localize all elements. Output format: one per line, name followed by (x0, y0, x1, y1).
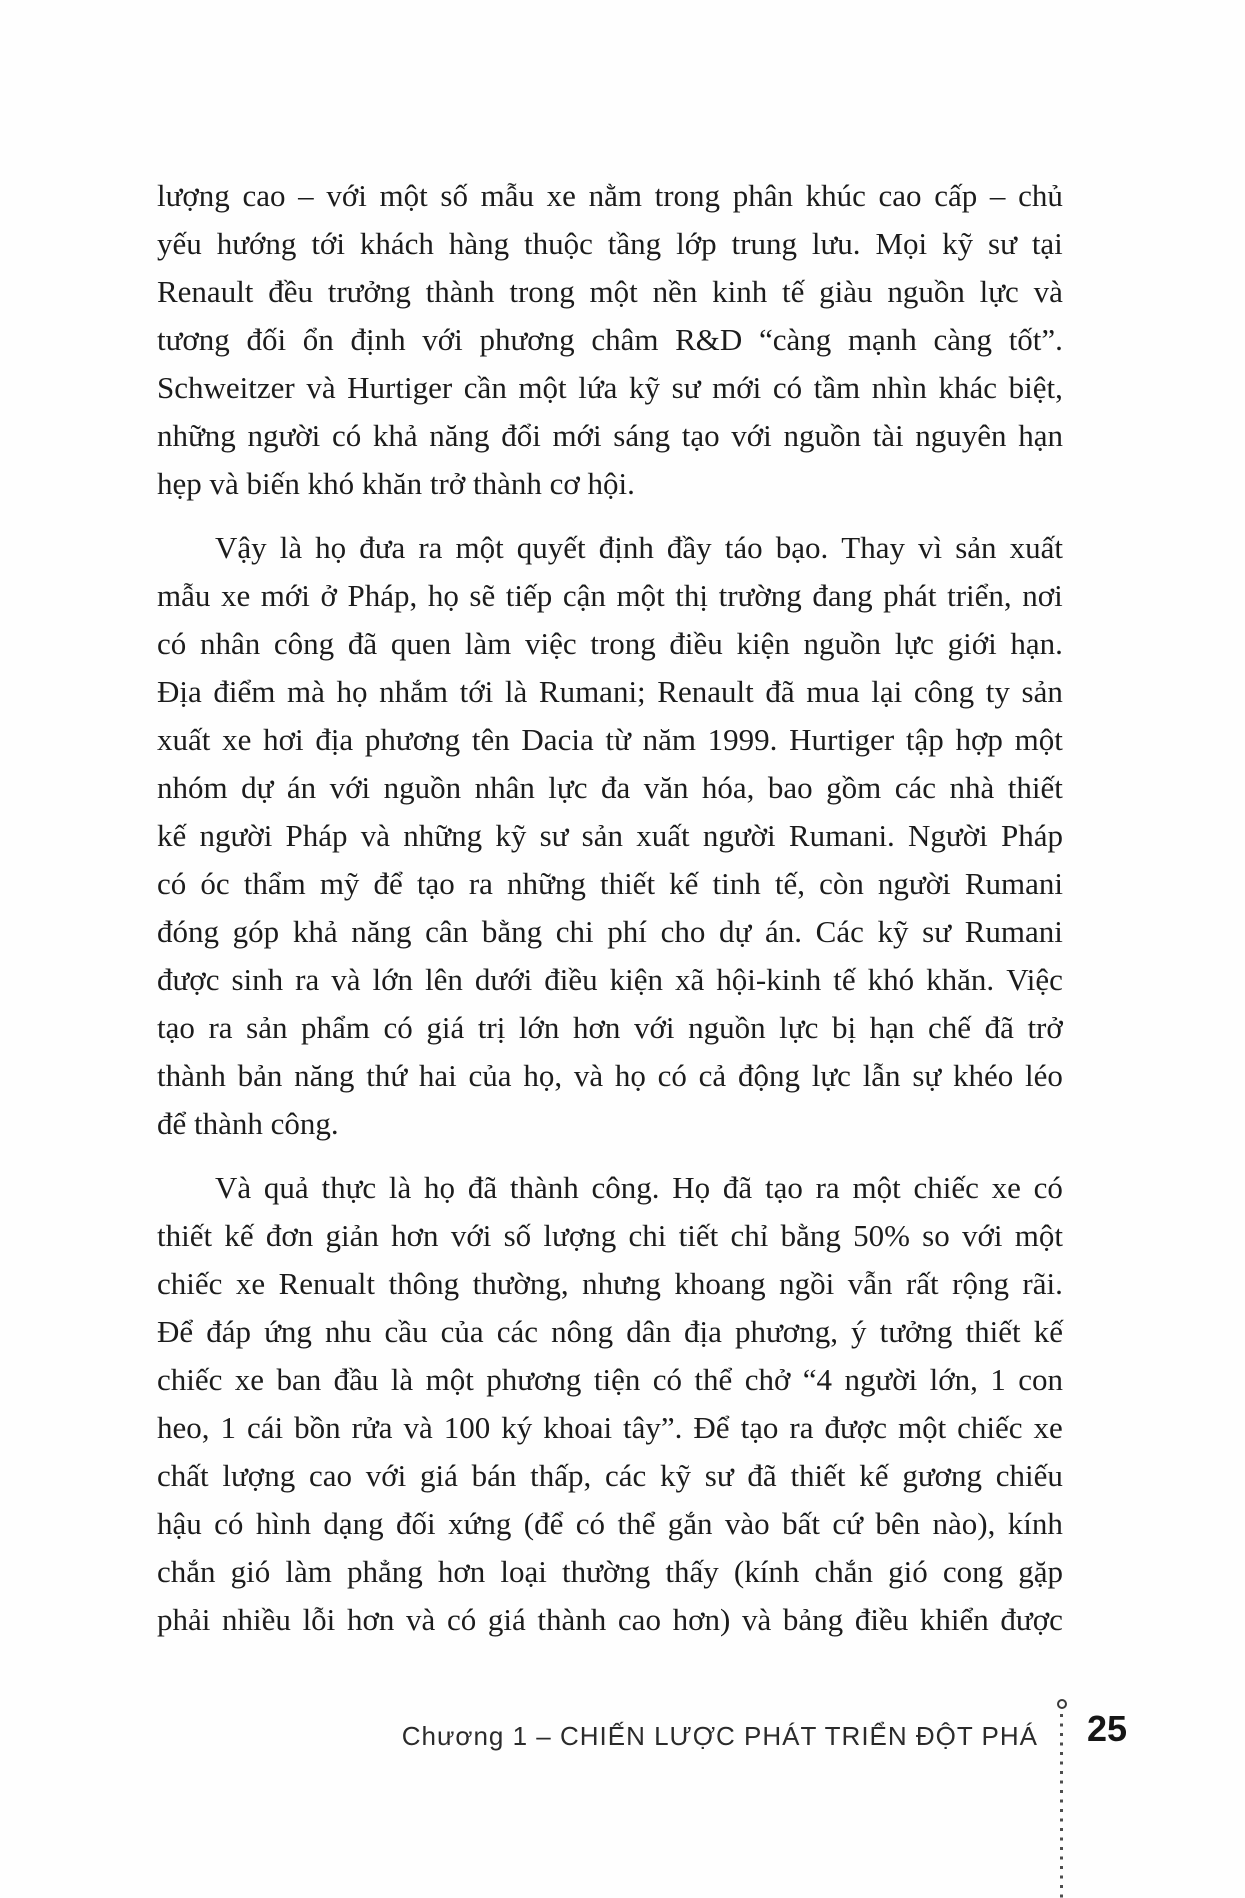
text-line: heo, 1 cái bồn rửa và 100 ký khoai tây”. Để tạo ra được một chiếc xe (157, 1410, 1063, 1445)
text-line: Renault đều trưởng thành trong một nền kinh tế giàu nguồn lực và (157, 274, 1063, 309)
divider-ring-icon (1057, 1699, 1067, 1709)
text-line: Địa điểm mà họ nhắm tới là Rumani; Renault đã mua lại công ty sản (157, 674, 1063, 709)
footer-chapter-label: Chương 1 – CHIẾN LƯỢC PHÁT TRIỂN ĐỘT PHÁ (401, 1721, 1038, 1751)
text-line: Để đáp ứng nhu cầu của các nông dân địa phương, ý tưởng thiết kế (157, 1314, 1063, 1349)
text-line: được sinh ra và lớn lên dưới điều kiện xã hội-kinh tế khó khăn. Việc (157, 962, 1063, 997)
text-line: thành bản năng thứ hai của họ, và họ có cả động lực lẫn sự khéo léo (157, 1058, 1063, 1093)
text-line: hẹp và biến khó khăn trở thành cơ hội. (157, 466, 635, 501)
text-line: Và quả thực là họ đã thành công. Họ đã tạo ra một chiếc xe có (215, 1170, 1063, 1205)
text-line: để thành công. (157, 1106, 339, 1141)
text-line: có nhân công đã quen làm việc trong điều kiện nguồn lực giới hạn. (157, 626, 1063, 661)
text-line: Vậy là họ đưa ra một quyết định đầy táo bạo. Thay vì sản xuất (215, 530, 1063, 565)
text-line: Schweitzer và Hurtiger cần một lứa kỹ sư mới có tầm nhìn khác biệt, (157, 370, 1063, 405)
text-line: phải nhiều lỗi hơn và có giá thành cao hơn) và bảng điều khiển được (157, 1602, 1063, 1637)
body-text (157, 172, 1063, 1644)
text-line: tương đối ổn định với phương châm R&D “càng mạnh càng tốt”. (157, 322, 1063, 357)
text-line: chất lượng cao với giá bán thấp, các kỹ sư đã thiết kế gương chiếu (157, 1458, 1063, 1493)
text-line: hậu có hình dạng đối xứng (để có thể gắn vào bất cứ bên nào), kính (157, 1506, 1063, 1541)
text-line: có óc thẩm mỹ để tạo ra những thiết kế tinh tế, còn người Rumani (157, 866, 1063, 901)
text-line: yếu hướng tới khách hàng thuộc tầng lớp trung lưu. Mọi kỹ sư tại (157, 226, 1063, 261)
text-line: những người có khả năng đổi mới sáng tạo với nguồn tài nguyên hạn (157, 418, 1063, 453)
paragraph (157, 1164, 1063, 1644)
text-line: thiết kế đơn giản hơn với số lượng chi tiết chỉ bằng 50% so với một (157, 1218, 1063, 1253)
paragraph (157, 524, 1063, 1148)
text-line: lượng cao – với một số mẫu xe nằm trong phân khúc cao cấp – chủ (157, 178, 1063, 213)
text-line: đóng góp khả năng cân bằng chi phí cho dự án. Các kỹ sư Rumani (157, 914, 1063, 949)
text-line: kế người Pháp và những kỹ sư sản xuất người Rumani. Người Pháp (157, 818, 1063, 853)
paragraph (157, 172, 1063, 508)
footer-divider-dotted-line (1060, 1714, 1063, 1898)
text-line: chiếc xe ban đầu là một phương tiện có thể chở “4 người lớn, 1 con (157, 1362, 1063, 1397)
text-line: nhóm dự án với nguồn nhân lực đa văn hóa, bao gồm các nhà thiết (157, 770, 1063, 805)
text-line: mẫu xe mới ở Pháp, họ sẽ tiếp cận một thị trường đang phát triển, nơi (157, 578, 1063, 613)
text-line: chiếc xe Renualt thông thường, nhưng khoang ngồi vẫn rất rộng rãi. (157, 1266, 1063, 1301)
page-number: 25 (1087, 1708, 1128, 1749)
text-line: tạo ra sản phẩm có giá trị lớn hơn với nguồn lực bị hạn chế đã trở (157, 1010, 1063, 1045)
text-line: chắn gió làm phẳng hơn loại thường thấy (kính chắn gió cong gặp (157, 1554, 1063, 1589)
text-line: xuất xe hơi địa phương tên Dacia từ năm 1999. Hurtiger tập hợp một (157, 722, 1063, 757)
